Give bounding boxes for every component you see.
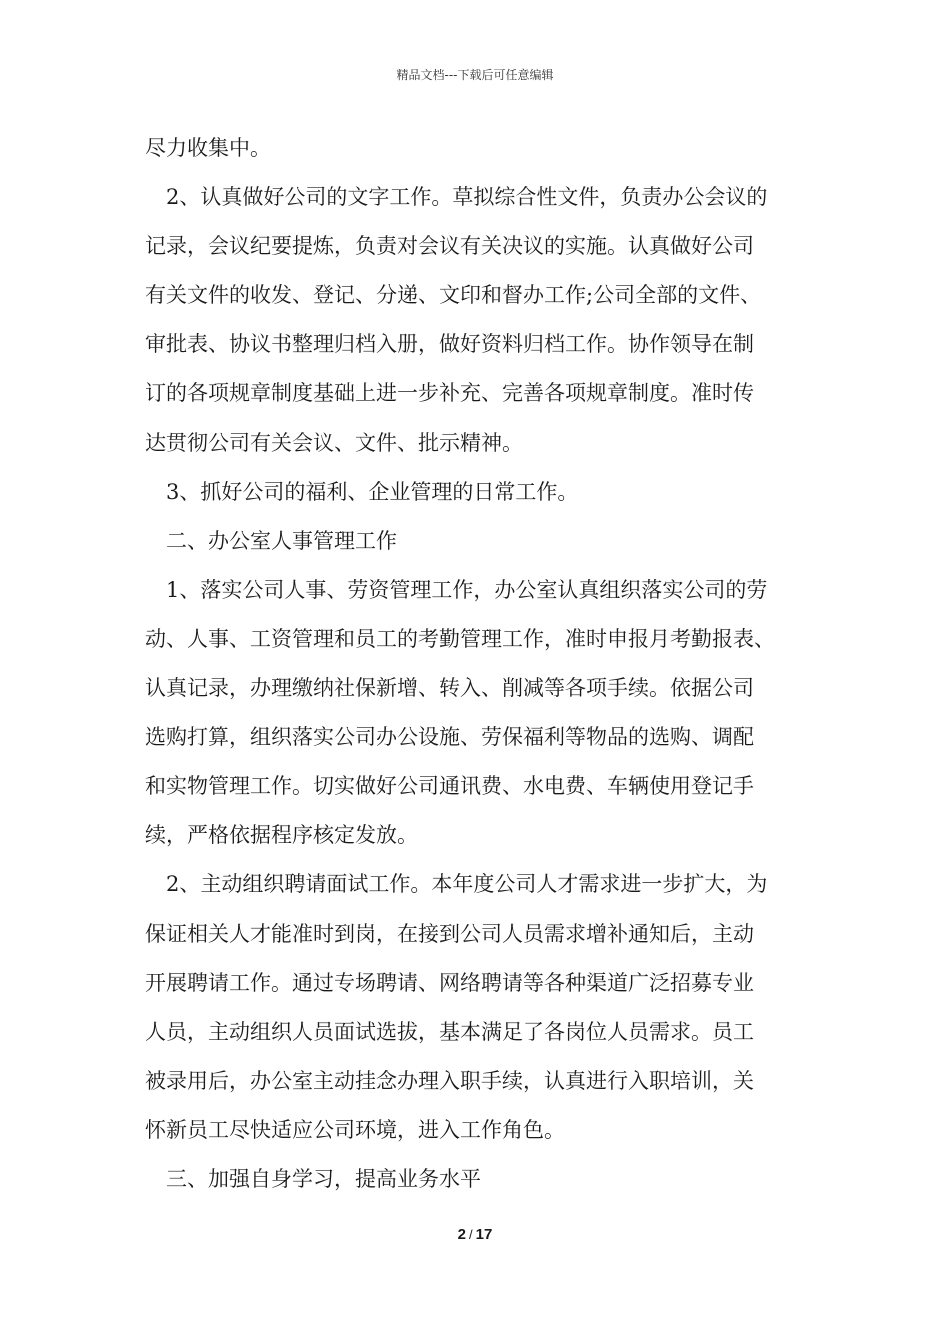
- text-line: 动、人事、工资管理和员工的考勤管理工作，准时申报月考勤报表、: [145, 626, 775, 651]
- text-line: 保证相关人才能准时到岗，在接到公司人员需求增补通知后，主动: [145, 921, 754, 946]
- text-line: 达贯彻公司有关会议、文件、批示精神。: [145, 430, 523, 455]
- page-separator: /: [469, 1227, 473, 1242]
- total-pages: 17: [475, 1226, 493, 1243]
- text-line: 怀新员工尽快适应公司环境，进入工作角色。: [145, 1117, 565, 1142]
- text-line: 2、认真做好公司的文字工作。草拟综合性文件，负责办公会议的: [166, 185, 768, 210]
- document-body: [145, 128, 810, 1208]
- text-line: 审批表、协议书整理归档入册，做好资料归档工作。协作领导在制: [145, 332, 754, 357]
- text-line: 被录用后，办公室主动挂念办理入职手续，认真进行入职培训，关: [145, 1068, 754, 1093]
- text-line: 有关文件的收发、登记、分递、文印和督办工作;公司全部的文件、: [145, 283, 762, 308]
- text-line: 1、落实公司人事、劳资管理工作，办公室认真组织落实公司的劳: [166, 577, 768, 602]
- page-number: [0, 1226, 950, 1243]
- text-line: 记录，会议纪要提炼，负责对会议有关决议的实施。认真做好公司: [145, 234, 754, 259]
- text-line: 和实物管理工作。切实做好公司通讯费、水电费、车辆使用登记手: [145, 774, 754, 799]
- text-line: 认真记录，办理缴纳社保新增、转入、削减等各项手续。依据公司: [145, 676, 754, 701]
- text-line: 续，严格依据程序核定发放。: [145, 823, 418, 848]
- header-text: 精品文档---下载后可任意编辑: [396, 68, 554, 82]
- page-header: [0, 66, 950, 83]
- current-page: 2: [457, 1226, 467, 1243]
- text-line: 3、抓好公司的福利、企业管理的日常工作。: [166, 479, 579, 504]
- text-line: 开展聘请工作。通过专场聘请、网络聘请等各种渠道广泛招募专业: [145, 970, 754, 995]
- text-line: 选购打算，组织落实公司办公设施、劳保福利等物品的选购、调配: [145, 725, 754, 750]
- text-line: 订的各项规章制度基础上进一步补充、完善各项规章制度。准时传: [145, 381, 754, 406]
- text-line: 人员，主动组织人员面试选拔，基本满足了各岗位人员需求。员工: [145, 1019, 754, 1044]
- text-line: 尽力收集中。: [145, 136, 271, 160]
- text-line: 2、主动组织聘请面试工作。本年度公司人才需求进一步扩大，为: [166, 872, 768, 897]
- section-heading: 三、加强自身学习，提高业务水平: [166, 1166, 481, 1191]
- section-heading: 二、办公室人事管理工作: [166, 528, 397, 553]
